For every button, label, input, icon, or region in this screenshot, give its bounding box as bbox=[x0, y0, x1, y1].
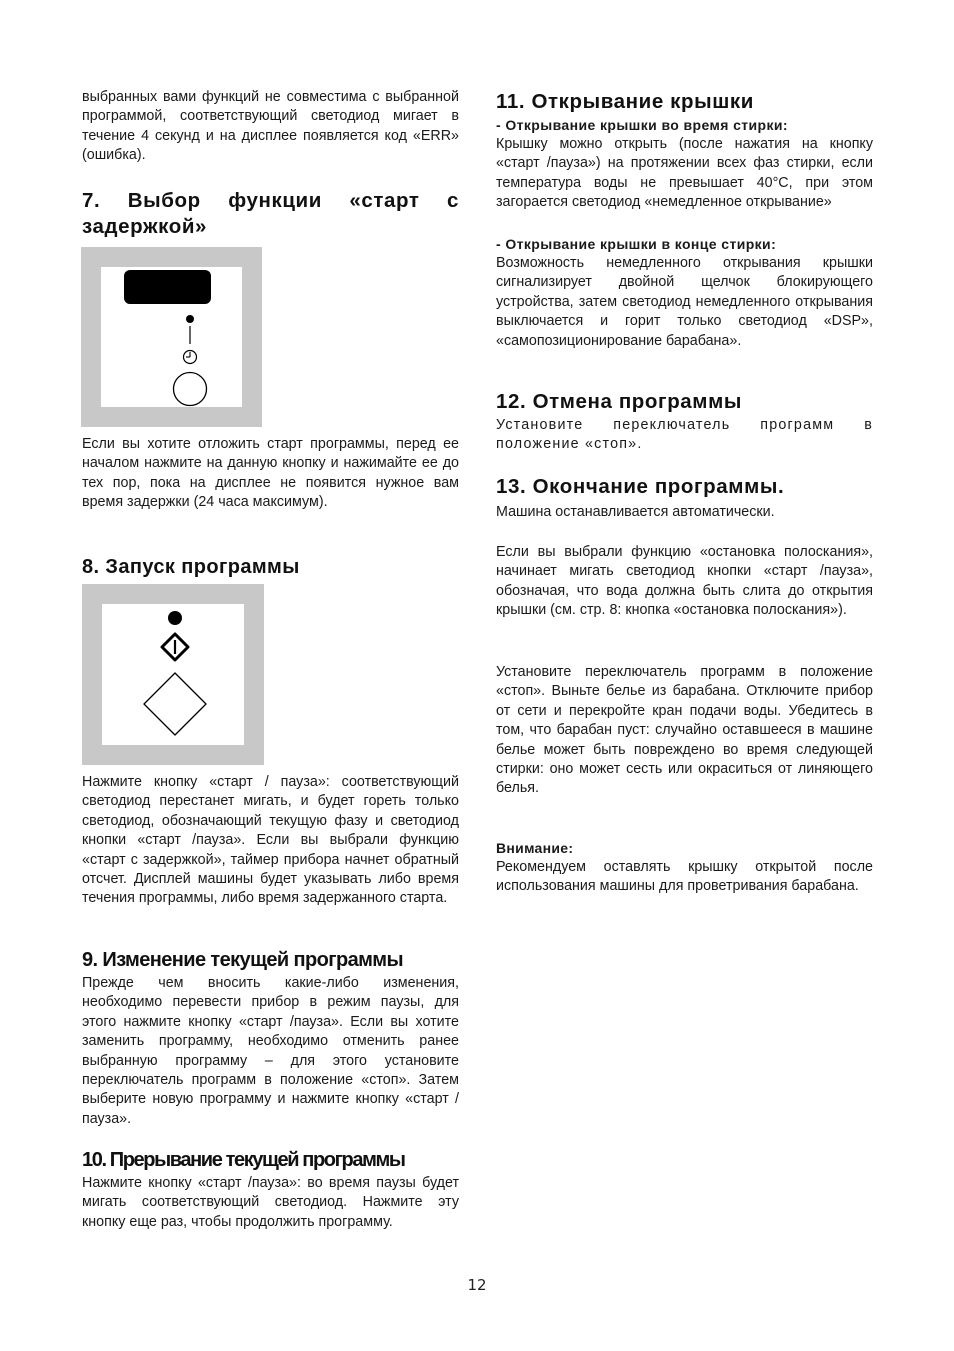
section-7-body: Если вы хотите отложить старт программы, перед ее началом нажмите на данную кнопку и нажимайте ее до тех пор, пока на дисплее не появится нужное вам время задержки (24 часа максимум). bbox=[82, 436, 459, 511]
section-12-body: Установите переключатель программ в положение «стоп». bbox=[496, 417, 873, 453]
section-12-title: 12. Отмена программы bbox=[496, 390, 742, 413]
section-8-title: 8. Запуск программы bbox=[82, 556, 300, 578]
section-13-title: 13. Окончание программы. bbox=[496, 475, 785, 498]
section-11-title: 11. Открывание крышки bbox=[496, 90, 754, 113]
section-10-body: Нажмите кнопку «старт /пауза»: во время паузы будет мигать соответствующий светодиод. Нажмите эту кнопку еще раз, чтобы продолжить программу. bbox=[82, 1175, 459, 1230]
page-number: 12 bbox=[467, 1276, 487, 1294]
section-11-subtitle-during-wash: - Открывание крышки во время стирки: bbox=[496, 117, 788, 133]
section-7-title-line-2: задержкой» bbox=[82, 215, 208, 238]
section-11-body-end-of-wash: Возможность немедленного открывания крышки сигнализирует двойной щелчок блокирующего устройства, затем светодиод немедленного открывания выключается и горит только светодиод «DSP», «самопозиционирование барабана». bbox=[496, 255, 873, 349]
start-pause-button bbox=[144, 673, 206, 735]
display-panel bbox=[124, 270, 211, 304]
led-indicator bbox=[186, 315, 194, 323]
intro-paragraph: выбранных вами функций не совместима с выбранной программой, соответствующий светодиод мигает в течение 4 секунд и на дисплее появляется код «ERR» (ошибка). bbox=[82, 89, 459, 164]
section-13-body-auto-stop: Машина останавливается автоматически. bbox=[496, 504, 775, 520]
control-panel-illustration bbox=[101, 267, 242, 407]
start-pause-figure bbox=[82, 584, 264, 765]
led-indicator bbox=[168, 611, 182, 625]
start-pause-icon bbox=[162, 634, 188, 660]
section-8-body: Нажмите кнопку «старт / пауза»: соответствующий светодиод перестанет мигать, и будет гореть только светодиод, обозначающий текущую фазу и светодиод кнопки «старт /пауза». Если вы выбрали функцию «старт с задержкой», таймер прибора начнет обратный отсчет. Дисплей машины будет указывать либо время течения программы, либо время задержанного старта. bbox=[82, 774, 459, 907]
section-11-body-during-wash: Крышку можно открыть (после нажатия на кнопку «старт /пауза») на протяжении всех фаз стирки, если температура воды не превышает 40°C, при этом загорается светодиод «немедленное открывание» bbox=[496, 136, 873, 211]
attention-body: Рекомендуем оставлять крышку открытой после использования машины для проветривания барабана. bbox=[496, 859, 873, 895]
section-7-title-line-1: 7. Выбор функции «старт с bbox=[82, 189, 459, 212]
section-13-body-rinse-hold: Если вы выбрали функцию «остановка полоскания», начинает мигать светодиод кнопки «старт /пауза», обозначая, что вода должна быть слита до открытия крышки (см. стр. 8: кнопка «остановка полоскания»). bbox=[496, 544, 873, 619]
section-10-title: 10. Прерывание текущей программы bbox=[82, 1149, 405, 1171]
section-9-body: Прежде чем вносить какие-либо изменения, необходимо перевести прибор в режим паузы, для этого нажмите кнопку «старт /пауза». Если вы хотите заменить программу, необходимо отменить ранее выбранную программу – для этого установите переключатель программ в положение «стоп». Затем выберите новую программу и нажмите кнопку «старт /пауза». bbox=[82, 975, 459, 1127]
section-13-body-instructions: Установите переключатель программ в положение «стоп». Выньте белье из барабана. Отключите прибор от сети и перекройте кран подачи воды. Убедитесь в том, что барабан пуст: случайно оставшееся в машине белье может быть повреждено во время следующей стирки: оно может сесть или окраситься от линяющего белья. bbox=[496, 664, 873, 797]
clock-icon bbox=[184, 351, 197, 364]
section-11-subtitle-end-of-wash: - Открывание крышки в конце стирки: bbox=[496, 236, 777, 252]
attention-label: Внимание: bbox=[496, 840, 574, 856]
delay-start-figure bbox=[81, 247, 262, 427]
section-9-title: 9. Изменение текущей программы bbox=[82, 949, 403, 971]
start-pause-illustration bbox=[102, 604, 244, 745]
delay-start-button bbox=[174, 373, 207, 406]
